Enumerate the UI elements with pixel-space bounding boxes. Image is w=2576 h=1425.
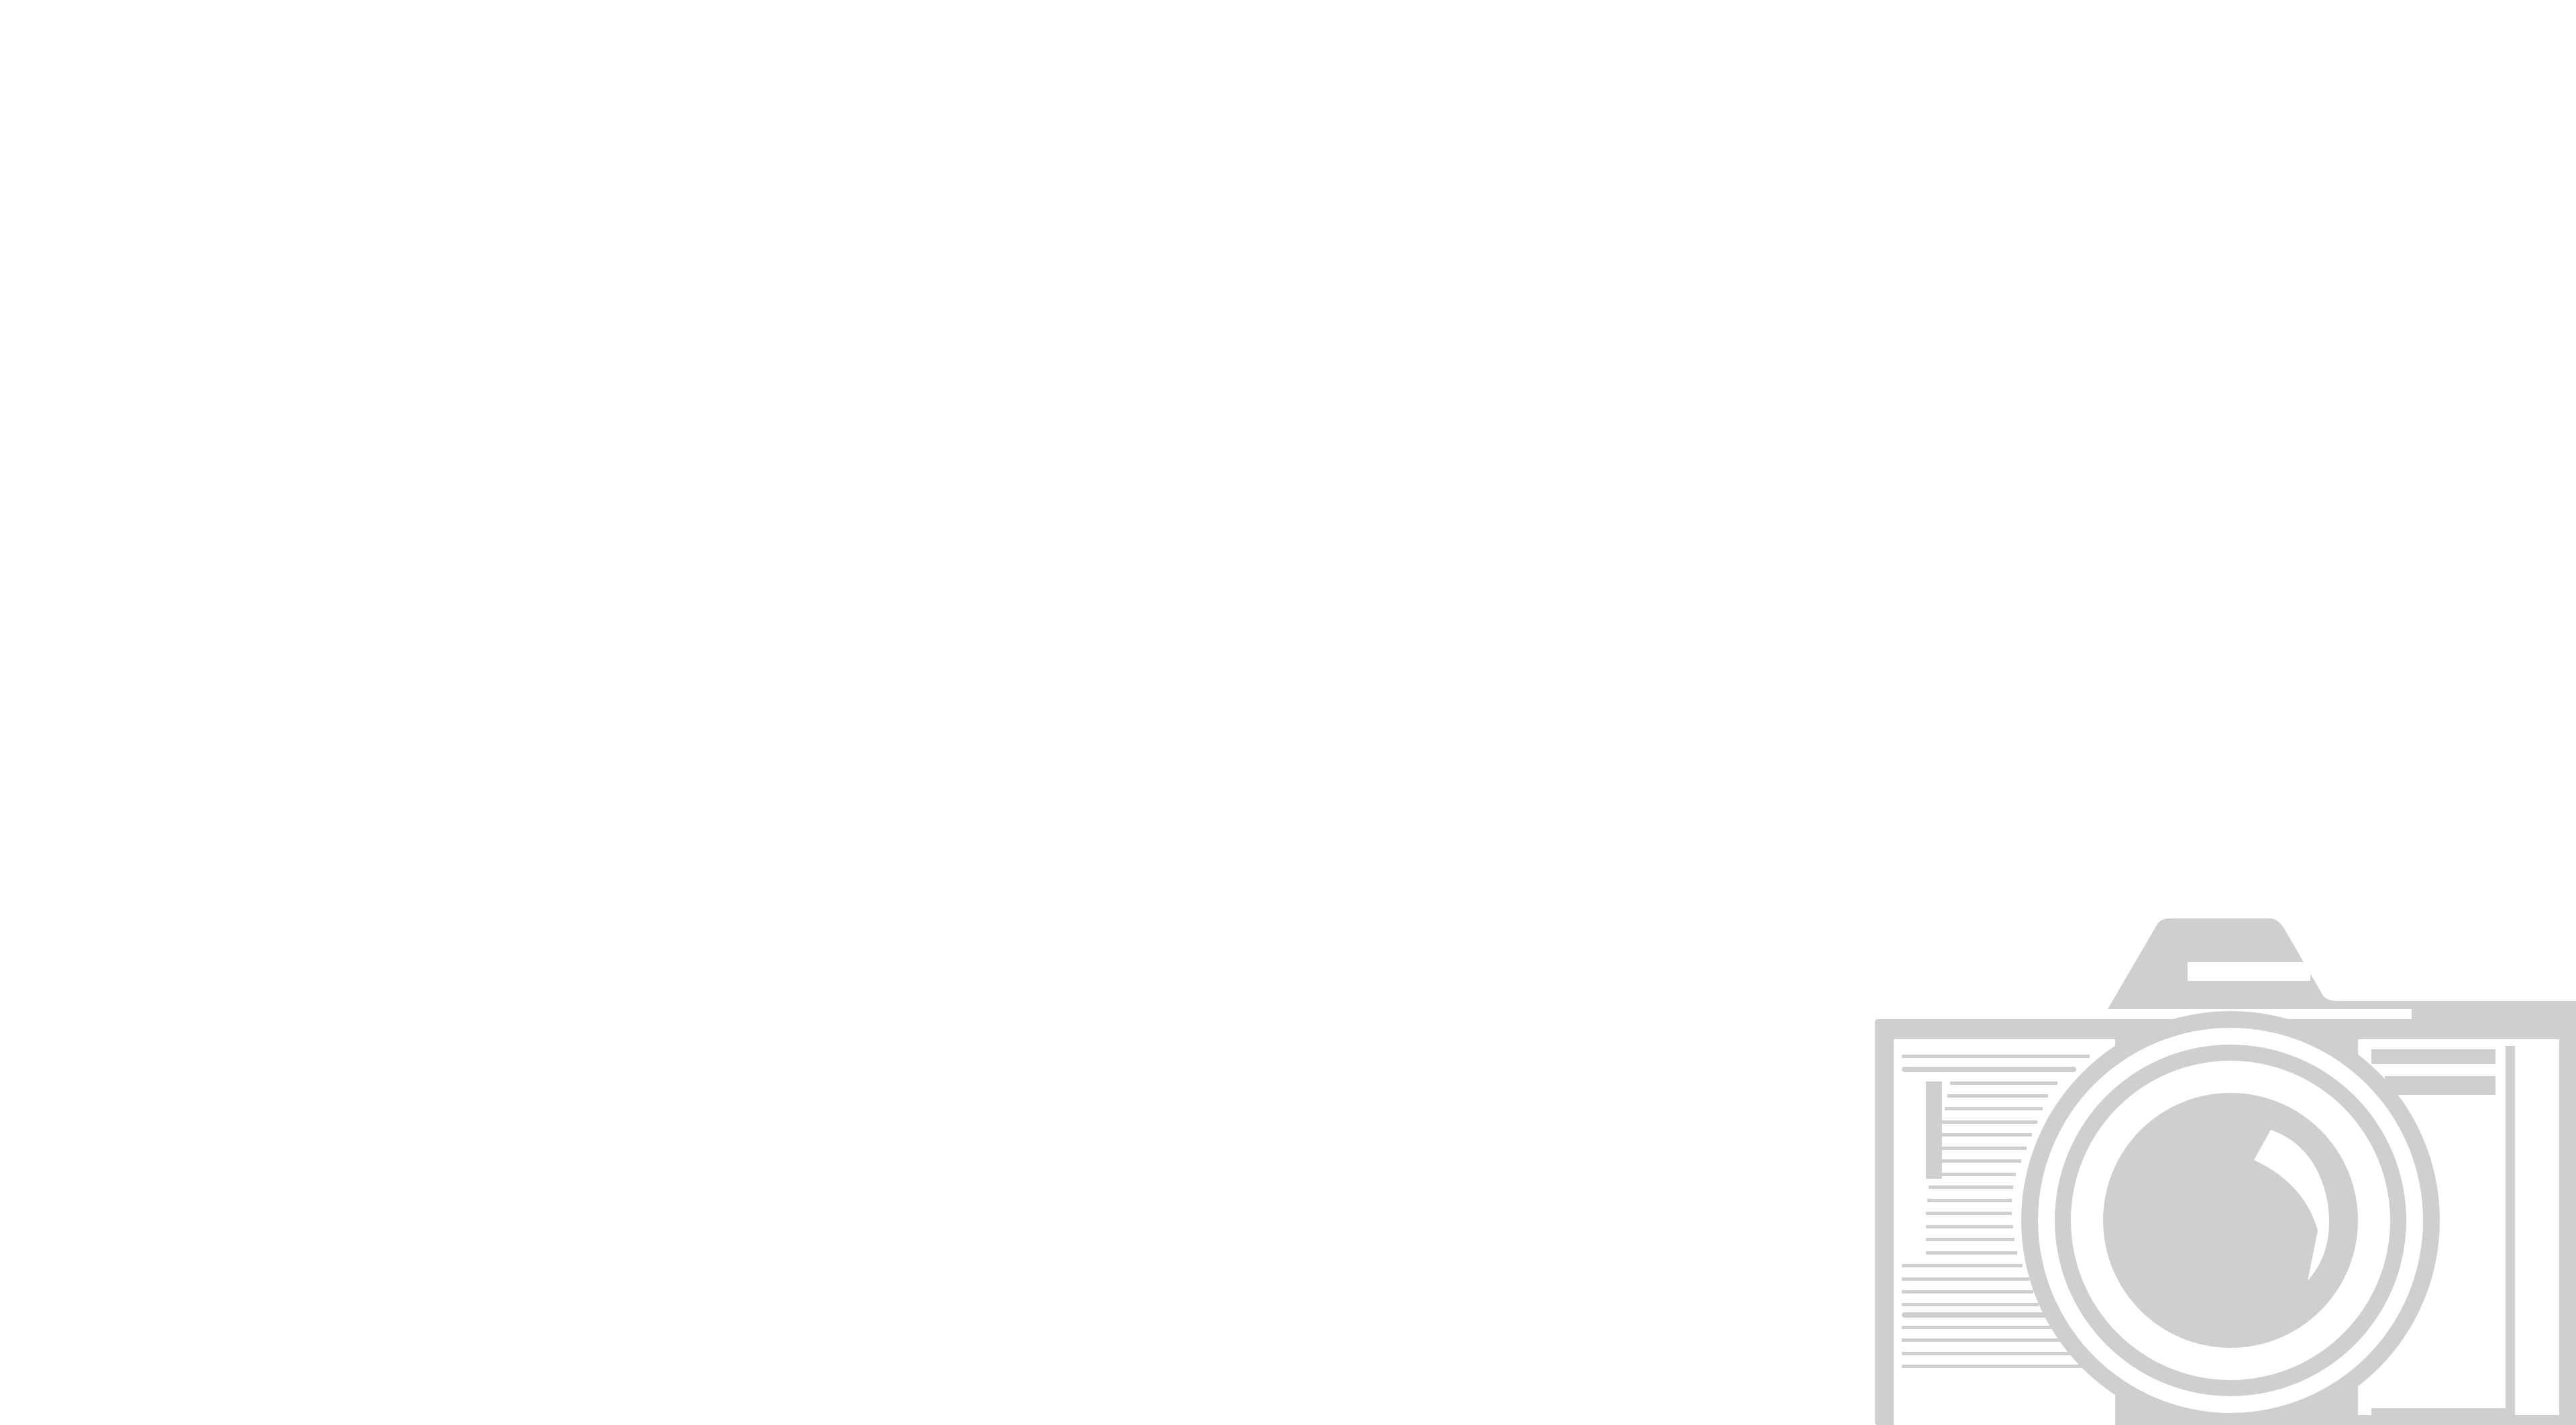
camera-newspaper-icon bbox=[1875, 908, 2576, 1425]
camera-newspaper-logo bbox=[1875, 908, 2576, 1425]
viewfinder-slot bbox=[2188, 962, 2310, 981]
camera-lens bbox=[2021, 1011, 2440, 1425]
